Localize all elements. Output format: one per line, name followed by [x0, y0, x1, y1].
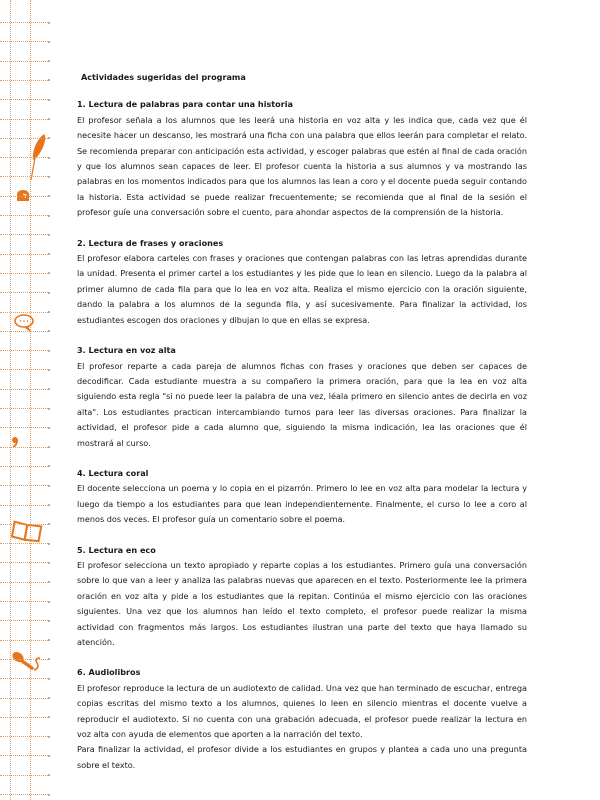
section-heading: 3. Lectura en voz alta — [77, 345, 176, 356]
grid-dot — [48, 176, 50, 178]
grid-dot — [48, 620, 50, 622]
grid-dot — [48, 658, 50, 660]
document-body — [77, 70, 527, 788]
grid-dot — [48, 581, 50, 583]
grid-line — [0, 196, 50, 197]
grid-line — [0, 61, 50, 62]
activity-section — [77, 665, 527, 773]
activity-section — [77, 97, 527, 220]
grid-line — [0, 794, 50, 795]
grid-line — [0, 775, 50, 776]
grid-dot — [48, 330, 50, 332]
grid-dot — [48, 195, 50, 197]
grid-line — [0, 659, 50, 660]
grid-dot — [48, 388, 50, 390]
grid-line — [0, 292, 50, 293]
grid-line — [0, 389, 50, 390]
grid-line — [0, 273, 50, 274]
grid-dot — [48, 562, 50, 564]
section-paragraph: El profesor selecciona un texto apropiado y reparte copias a los estudiantes. Primero guía una conversación sobre lo que van a leer y analiza las palabras nuevas que aparecen en el texto. Posteriormente lee la primera oración en voz alta y pide a los estudiantes que la repitan. Continúa el mismo ejercicio con las oraciones siguientes. Una vez que los alumnos han leído el texto completo, el profesor puede realizar la misma actividad con fragmentos más largos. Los estudiantes ilustran una parte del texto que haya llamado su atención. — [77, 559, 527, 647]
grid-dot — [48, 311, 50, 313]
grid-dot — [48, 408, 50, 410]
grid-line — [0, 157, 50, 158]
activity-section — [77, 343, 527, 451]
grid-line — [0, 312, 50, 313]
grid-dot — [48, 118, 50, 120]
grid-dot — [48, 639, 50, 641]
grid-line — [0, 543, 50, 544]
grid-dot — [48, 79, 50, 81]
grid-line — [0, 254, 50, 255]
grid-line — [0, 640, 50, 641]
page-title: Actividades sugeridas del programa — [81, 72, 246, 82]
grid-dot — [48, 41, 50, 43]
grid-line — [0, 505, 50, 506]
grid-line — [0, 331, 50, 332]
grid-line — [0, 41, 50, 42]
grid-dot — [48, 427, 50, 429]
section-paragraph: El profesor reproduce la lectura de un audiotexto de calidad. Una vez que han terminado de escuchar, entrega copias escritas del mismo texto a los alumnos, quienes lo leen en silencio mientras el docente vuelve a reproducir el audiotexto. Si no cuenta con una grabación adecuada, el profesor puede realizar la lectura en voz alta con ayuda de elementos que aporten a la narración del texto. — [77, 682, 527, 740]
grid-dot — [48, 272, 50, 274]
section-paragraph: El profesor señala a los alumnos que les leerá una historia en voz alta y les indica que, cada vez que él necesite hacer un descanso, les mostrará una ficha con una palabra que ellos leerán para completar el relato. Se recomienda preparar con anticipación esta actividad, y escoger palabras que estén al final de cada oración y que los alumnos sean capaces de leer. El profesor cuenta la historia a sus alumnos y va mostrando las palabras en los momentos indicados para que los alumnos las lean a coro y el docente pueda seguir contando la historia. Esta actividad se puede realizar frecuentemente; se recomienda que al final de la sesión el profesor guíe una conversación sobre el cuento, para ahondar aspectos de la comprensión de la historia. — [77, 114, 527, 218]
grid-line — [0, 215, 50, 216]
grid-line — [0, 447, 50, 448]
grid-dot — [48, 234, 50, 236]
grid-dot — [48, 485, 50, 487]
grid-dot — [48, 22, 50, 24]
grid-line — [0, 736, 50, 737]
grid-line — [0, 678, 50, 679]
section-heading: 4. Lectura coral — [77, 467, 149, 478]
grid-line — [0, 176, 50, 177]
decorative-margin-grid — [0, 0, 52, 800]
grid-dot — [48, 543, 50, 545]
grid-line — [0, 582, 50, 583]
grid-dot — [48, 697, 50, 699]
grid-dot — [48, 157, 50, 159]
section-paragraph: El profesor elabora carteles con frases y oraciones que contengan palabras con las letras aprendidas durante la unidad. Presenta el primer cartel a los estudiantes y les pide que lo lean en silencio. Luego da la palabra al primer alumno de cada fila para que lo lea en voz alta. Realiza el mismo ejercicio con la oración siguiente, dando la palabra a los alumnos de la segunda fila, y así sucesivamente. Para finalizar la actividad, los estudiantes escogen dos oraciones y dibujan lo que en ellas se expresa. — [77, 253, 527, 325]
section-heading: 6. Audiolibros — [77, 667, 141, 678]
section-paragraph: Para finalizar la actividad, el profesor divide a los estudiantes en grupos y plantea a cada uno una pregunta sobre el texto. — [77, 744, 527, 770]
grid-line — [0, 408, 50, 409]
section-paragraph: El docente selecciona un poema y lo copia en el pizarrón. Primero lo lee en voz alta para modelar la lectura y luego da tiempo a los estudiantes para que lean independientemente. Finalmente, el curso lo lee a coro al menos dos veces. El profesor guía un comentario sobre el poema. — [77, 483, 527, 525]
grid-dot — [48, 350, 50, 352]
grid-dot — [48, 716, 50, 718]
grid-dot — [48, 601, 50, 603]
grid-dot — [48, 523, 50, 525]
grid-dot — [48, 292, 50, 294]
grid-line — [0, 22, 50, 23]
grid-line — [0, 119, 50, 120]
section-heading: 2. Lectura de frases y oraciones — [77, 237, 224, 248]
grid-dot — [48, 369, 50, 371]
grid-line — [0, 369, 50, 370]
microphone-icon — [10, 650, 44, 674]
section-heading: 5. Lectura en eco — [77, 544, 156, 555]
grid-line — [0, 80, 50, 81]
grid-line — [0, 99, 50, 100]
grid-dot — [48, 678, 50, 680]
section-heading: 1. Lectura de palabras para contar una historia — [77, 99, 293, 110]
grid-dot — [48, 215, 50, 217]
grid-line — [0, 755, 50, 756]
grid-line — [0, 427, 50, 428]
grid-line — [10, 0, 11, 800]
grid-line — [0, 717, 50, 718]
grid-line — [0, 138, 50, 139]
grid-dot — [48, 137, 50, 139]
grid-dot — [48, 774, 50, 776]
grid-line — [0, 466, 50, 467]
grid-dot — [48, 60, 50, 62]
grid-dot — [48, 794, 50, 796]
grid-line — [0, 350, 50, 351]
grid-line — [0, 698, 50, 699]
grid-line — [0, 524, 50, 525]
grid-dot — [48, 736, 50, 738]
grid-line — [0, 485, 50, 486]
grid-line — [0, 601, 50, 602]
section-paragraph: El profesor reparte a cada pareja de alumnos fichas con frases y oraciones que deben ser capaces de decodificar. Cada estudiante muestra a su compañero la primera oración, para que la lea en voz alta siguiendo esta regla "si no puede leer la palabra de una vez, léala primero en silencio antes de decirla en voz alta". Los estudiantes practican intercambiando turnos para leer las diversas oraciones. Para finalizar la actividad, el profesor pide a cada alumno que, siguiendo la misma indicación, lea las oraciones que él mostrará al curso. — [77, 360, 527, 448]
activity-section — [77, 236, 527, 328]
grid-dot — [48, 755, 50, 757]
grid-line — [0, 620, 50, 621]
activity-section — [77, 466, 527, 528]
grid-dot — [48, 504, 50, 506]
grid-dot — [48, 465, 50, 467]
grid-line — [0, 234, 50, 235]
grid-dot — [48, 446, 50, 448]
grid-dot — [48, 253, 50, 255]
grid-dot — [48, 99, 50, 101]
activity-section — [77, 543, 527, 651]
grid-line — [0, 562, 50, 563]
grid-line — [30, 0, 31, 800]
